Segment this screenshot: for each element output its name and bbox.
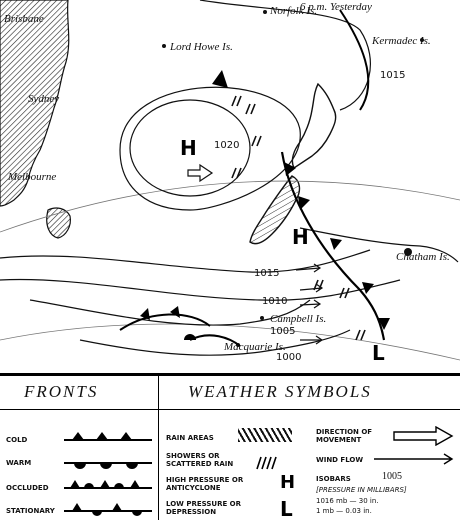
place-campbell: Campbell Is. [270, 313, 327, 325]
time-label: 6 p.m. Yesterday [300, 1, 372, 13]
place-brisbane: Brisbane [4, 13, 44, 25]
place-lord-howe: Lord Howe Is. [170, 41, 233, 53]
showers-symbol [256, 456, 278, 470]
low-pressure-label: LOW PRESSURE OR DEPRESSION [166, 500, 242, 516]
legend-fronts-title: FRONTS [24, 382, 99, 401]
legend-symbols-title: WEATHER SYMBOLS [188, 382, 372, 401]
conversion-note-1: 1016 mb — 30 in. [316, 497, 379, 505]
isobar-label: 1020 [214, 140, 240, 151]
isobar-label: 1010 [262, 296, 288, 307]
low-pressure-centre: L [372, 341, 385, 365]
direction-arrow-icon [392, 426, 454, 446]
place-macquarie: Macquarie Is. [224, 341, 286, 353]
high-pressure-label: HIGH PRESSURE OR ANTICYCLONE [166, 476, 244, 492]
isobar-label: 1015 [254, 268, 280, 279]
isobar-label: 1015 [380, 70, 406, 81]
place-kermadec: Kermadec Is. [372, 35, 431, 47]
wind-flow-label: WIND FLOW [316, 456, 364, 464]
high-symbol: H [280, 472, 296, 493]
front-warm-label: WARM [6, 459, 32, 467]
rain-areas-label: RAIN AREAS [166, 434, 214, 442]
place-melbourne: Melbourne [8, 171, 57, 183]
movement-arrow [188, 165, 212, 181]
high-pressure-centre: H [180, 136, 197, 160]
front-occluded-label: OCCLUDED [6, 484, 49, 492]
low-symbol: L [280, 497, 293, 521]
pressure-note: [PRESSURE IN MILLIBARS] [316, 486, 407, 494]
showers-label: SHOWERS OR SCATTERED RAIN [166, 452, 234, 468]
isobars-label: ISOBARS [316, 475, 351, 483]
place-chatham: Chatham Is. [396, 251, 450, 263]
rain-areas-symbol [238, 428, 292, 442]
direction-label: DIRECTION OF MOVEMENT [316, 428, 373, 444]
front-stationary-label: STATIONARY [6, 507, 55, 515]
wind-flow-arrow-icon [372, 452, 456, 466]
place-sydney: Sydney [28, 93, 60, 105]
front-symbols [62, 426, 154, 520]
conversion-note-2: 1 mb — 0.03 in. [316, 507, 372, 515]
legend-panel [0, 373, 460, 520]
high-pressure-centre: H [292, 225, 309, 249]
isobars-value: 1005 [382, 471, 402, 482]
legend-column-divider [158, 376, 159, 520]
place-norfolk: Norfolk Is. [270, 5, 318, 17]
front-cold-label: COLD [6, 436, 28, 444]
isobar-label: 1005 [270, 326, 296, 337]
tasmania [47, 208, 71, 238]
isobar-label: 1000 [276, 352, 302, 363]
legend-divider [0, 409, 460, 410]
